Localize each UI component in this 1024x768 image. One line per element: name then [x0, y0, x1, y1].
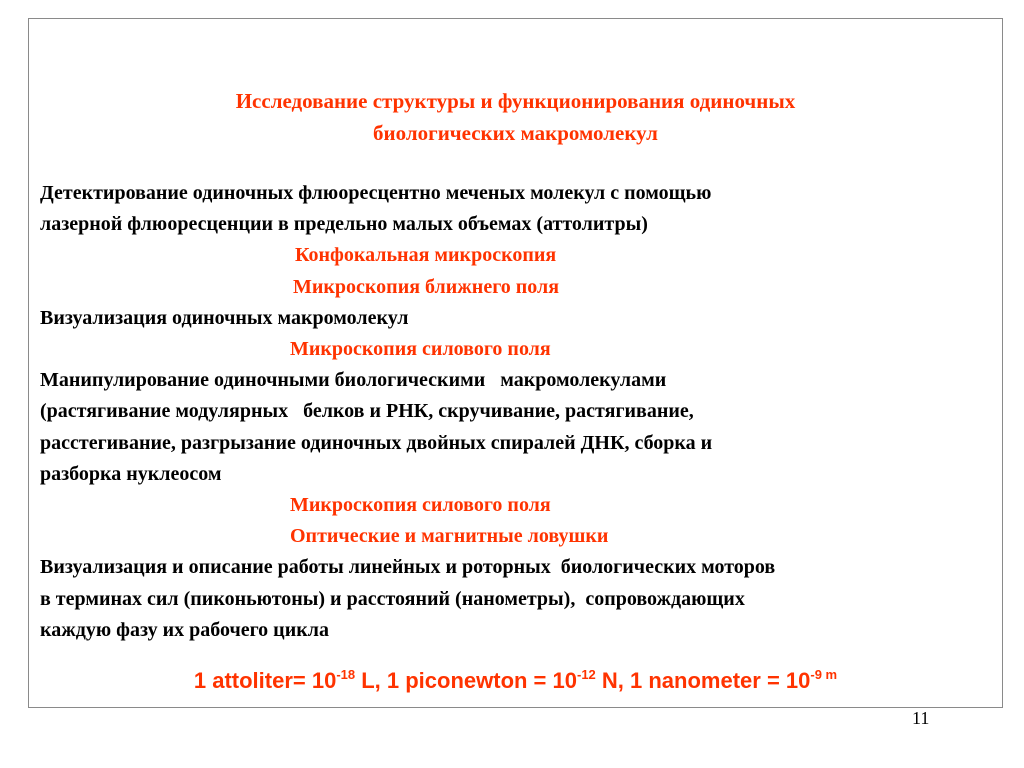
paragraph-detection: [40, 178, 1000, 240]
paragraph-line: расстегивание, разгрызание одиночных двойных спиралей ДНК, сборка и: [40, 431, 713, 454]
formula-nanometer-text: N, 1 nanometer = 10: [595, 668, 811, 693]
method-force-field-1: Микроскопия силового поля: [290, 338, 551, 361]
paragraph-visualization: [40, 303, 1000, 334]
paragraph-line: Визуализация одиночных макромолекул: [40, 306, 409, 329]
formula-nanometer-exponent: -9 m: [810, 667, 838, 682]
page-number: 11: [912, 708, 930, 728]
method-optical-magnetic-traps: Оптические и магнитные ловушки: [290, 525, 609, 548]
formula-attoliter-text: 1 attoliter= 10: [193, 668, 337, 693]
paragraph-line: разборка нуклеосом: [40, 462, 222, 485]
formula-piconewton-exponent: -12: [577, 667, 596, 682]
formula-piconewton-text: L, 1 piconewton = 10: [355, 668, 577, 693]
paragraph-line: (растягивание модулярных белков и РНК, скручивание, растягивание,: [40, 400, 694, 423]
paragraph-line: Детектирование одиночных флюоресцентно меченых молекул с помощью: [40, 182, 712, 204]
formula-attoliter-exponent: -18: [336, 667, 356, 682]
paragraph-line: Визуализация и описание работы линейных и роторных биологических моторов: [40, 556, 776, 579]
title-line-1: Исследование структуры и функционирования одиночных: [235, 89, 796, 113]
method-confocal: Конфокальная микроскопия: [295, 244, 557, 267]
paragraph-line: лазерной флюоресценции в предельно малых объемах (аттолитры): [40, 213, 648, 236]
paragraph-manipulation: [40, 365, 1000, 490]
method-near-field: Микроскопия ближнего поля: [293, 275, 560, 298]
slide-title: [28, 85, 1003, 149]
method-force-field-2: Микроскопия силового поля: [290, 494, 551, 517]
paragraph-line: Манипулирование одиночными биологическими макромолекулами: [40, 369, 667, 392]
paragraph-line: каждую фазу их рабочего цикла: [40, 618, 329, 641]
paragraph-motors: [40, 552, 1000, 646]
slide-body: [40, 178, 1000, 646]
title-line-2: биологических макромолекул: [373, 121, 658, 145]
units-formula: [28, 668, 1003, 694]
paragraph-line: в терминах сил (пиконьютоны) и расстояний (нанометры), сопровождающих: [40, 587, 745, 610]
